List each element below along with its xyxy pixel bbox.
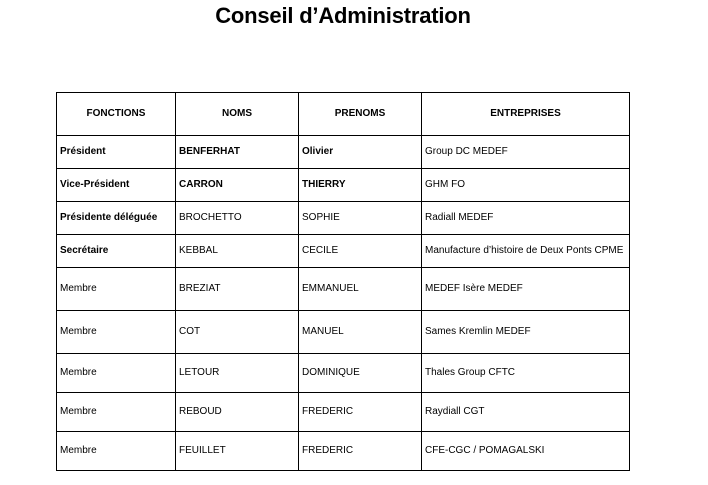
cell-prenom: THIERRY bbox=[299, 169, 422, 202]
table-row bbox=[57, 268, 630, 311]
board-table bbox=[56, 92, 630, 471]
cell-prenom: Olivier bbox=[299, 136, 422, 169]
cell-fonction: Membre bbox=[57, 432, 176, 471]
header-entreprises: ENTREPRISES bbox=[422, 93, 630, 136]
cell-prenom: DOMINIQUE bbox=[299, 354, 422, 393]
table-row bbox=[57, 432, 630, 471]
table-row bbox=[57, 136, 630, 169]
cell-entreprise: Sames Kremlin MEDEF bbox=[422, 311, 630, 354]
cell-nom: CARRON bbox=[176, 169, 299, 202]
table-row bbox=[57, 169, 630, 202]
cell-nom: BROCHETTO bbox=[176, 202, 299, 235]
table-row bbox=[57, 202, 630, 235]
page-title: Conseil d’Administration bbox=[215, 3, 471, 28]
cell-fonction: Membre bbox=[57, 268, 176, 311]
header-prenoms: PRENOMS bbox=[299, 93, 422, 136]
cell-nom: COT bbox=[176, 311, 299, 354]
table-row bbox=[57, 393, 630, 432]
header-noms: NOMS bbox=[176, 93, 299, 136]
cell-prenom: FREDERIC bbox=[299, 393, 422, 432]
cell-nom: LETOUR bbox=[176, 354, 299, 393]
cell-fonction: Membre bbox=[57, 354, 176, 393]
cell-entreprise: Raydiall CGT bbox=[422, 393, 630, 432]
cell-fonction: Membre bbox=[57, 311, 176, 354]
cell-entreprise: Group DC MEDEF bbox=[422, 136, 630, 169]
cell-fonction: Vice-Président bbox=[57, 169, 176, 202]
cell-entreprise: Manufacture d’histoire de Deux Ponts CPME bbox=[422, 235, 630, 268]
cell-nom: KEBBAL bbox=[176, 235, 299, 268]
cell-fonction: Membre bbox=[57, 393, 176, 432]
cell-entreprise: CFE-CGC / POMAGALSKI bbox=[422, 432, 630, 471]
table-row bbox=[57, 235, 630, 268]
cell-fonction: Secrétaire bbox=[57, 235, 176, 268]
table-row bbox=[57, 311, 630, 354]
table-row bbox=[57, 354, 630, 393]
header-fonctions: FONCTIONS bbox=[57, 93, 176, 136]
cell-entreprise: MEDEF Isère MEDEF bbox=[422, 268, 630, 311]
cell-fonction: Président bbox=[57, 136, 176, 169]
cell-prenom: EMMANUEL bbox=[299, 268, 422, 311]
cell-nom: BREZIAT bbox=[176, 268, 299, 311]
cell-prenom: SOPHIE bbox=[299, 202, 422, 235]
table-header-row bbox=[57, 93, 630, 136]
cell-nom: FEUILLET bbox=[176, 432, 299, 471]
cell-entreprise: Thales Group CFTC bbox=[422, 354, 630, 393]
cell-fonction: Présidente déléguée bbox=[57, 202, 176, 235]
cell-prenom: CECILE bbox=[299, 235, 422, 268]
cell-prenom: MANUEL bbox=[299, 311, 422, 354]
cell-entreprise: GHM FO bbox=[422, 169, 630, 202]
cell-entreprise: Radiall MEDEF bbox=[422, 202, 630, 235]
cell-prenom: FREDERIC bbox=[299, 432, 422, 471]
cell-nom: REBOUD bbox=[176, 393, 299, 432]
cell-nom: BENFERHAT bbox=[176, 136, 299, 169]
